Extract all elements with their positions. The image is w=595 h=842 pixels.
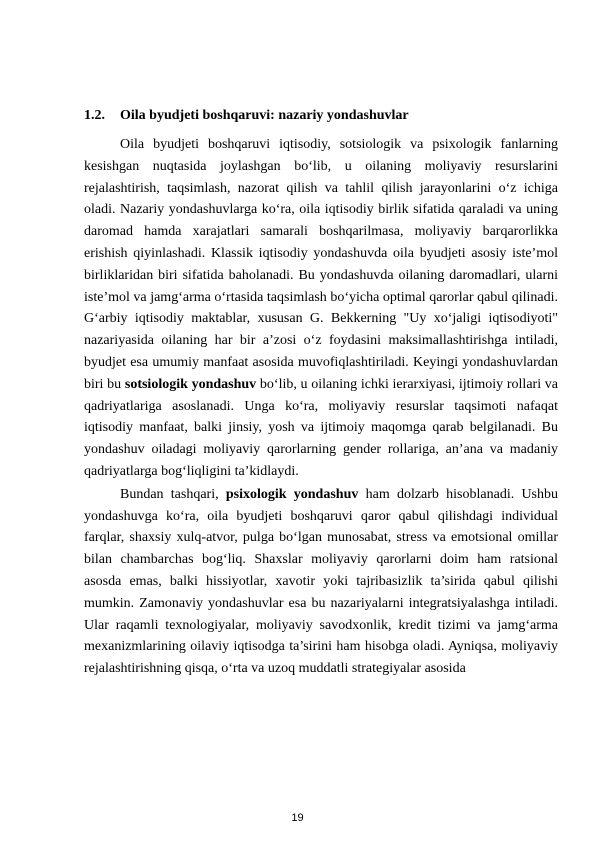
section-number: 1.2.: [84, 108, 105, 123]
paragraph-1-text-a: Oila byudjeti boshqaruvi iqtisodiy, sotsiologik va psixologik fanlarning kesishgan nuqtasida joylashgan bo‘lib, u oilaning moliyaviy resurslarini rejalashtirish, taqsimlash, nazorat qilish va tahlil qilish jarayonlarini o‘z ichiga oladi. Nazariy yondashuvlarga ko‘ra, oila iqtisodiy birlik sifatida qaraladi va uning daromad hamda xarajatlari samarali boshqarilmasa, moliyaviy barqarorlikka erishish qiyinlashadi. Klassik iqtisodiy yondashuvda oila byudjeti asosiy iste’mol birliklaridan biri sifatida baholanadi. Bu yondashuvda oilaning daromadlari, ularni iste’mol va jamg‘arma o‘rtasida taqsimlash bo‘yicha optimal qarorlar qabul qilinadi. G‘arbiy iqtisodiy maktablar, xususan G. Bekkerning "Uy xo‘jaligi iqtisodiyoti" nazariyasida oilaning har bir a’zosi o‘z foydasini maksimallashtirishga intiladi, byudjet esa umumiy manfaat asosida muvofiqlashtiriladi. Keyingi yondashuvlardan biri bu: [84, 137, 558, 392]
paragraph-2-text-a: Bundan tashqari,: [120, 486, 219, 502]
paragraph-2-bold-term: psixologik yondashuv: [225, 486, 359, 502]
paragraph-2: [84, 484, 558, 680]
paragraph-1: [84, 134, 558, 483]
paragraph-1-bold-term: sotsiologik yondashuv: [124, 376, 257, 392]
page-number: 19: [291, 812, 304, 824]
section-title: Oila byudjeti boshqaruvi: nazariy yondashuvlar: [120, 108, 409, 123]
section-heading: [84, 108, 564, 124]
body-text: [84, 134, 558, 680]
paragraph-1-text-b: bo‘lib, u oilaning ichki ierarxiyasi, ijtimoiy rollari va qadriyatlariga asoslanadi. Unga ko‘ra, moliyaviy resurslar taqsimoti nafaqat iqtisodiy manfaat, balki jinsiy, yosh va ijtimoiy maqomga qarab belgilanadi. Bu yondashuv oiladagi moliyaviy qarorlarning gender rollariga, an’ana va madaniy qadriyatlarga bog‘liqligini ta’kidlaydi.: [84, 376, 559, 479]
paragraph-2-text-b: ham dolzarb hisoblanadi. Ushbu yondashuvga ko‘ra, oila byudjeti boshqaruvi qaror qabul qilishdagi individual farqlar, shaxsiy xulq-atvor, pulga bo‘lgan munosabat, stress va emotsional omillar bilan chambarchas bog‘liq. Shaxslar moliyaviy qarorlarni doim ham ratsional asosda emas, balki hissiyotlar, xavotir yoki tajribasizlik ta’sirida qabul qilishi mumkin. Zamonaviy yondashuvlar esa bu nazariyalarni integratsiyalashga intiladi. Ular raqamli texnologiyalar, moliyaviy savodxonlik, kredit tizimi va jamg‘arma mexanizmlarining oilaviy iqtisodga ta’sirini ham hisobga oladi. Ayniqsa, moliyaviy rejalashtirishning qisqa, o‘rta va uzoq muddatli strategiyalar asosida: [84, 486, 558, 677]
